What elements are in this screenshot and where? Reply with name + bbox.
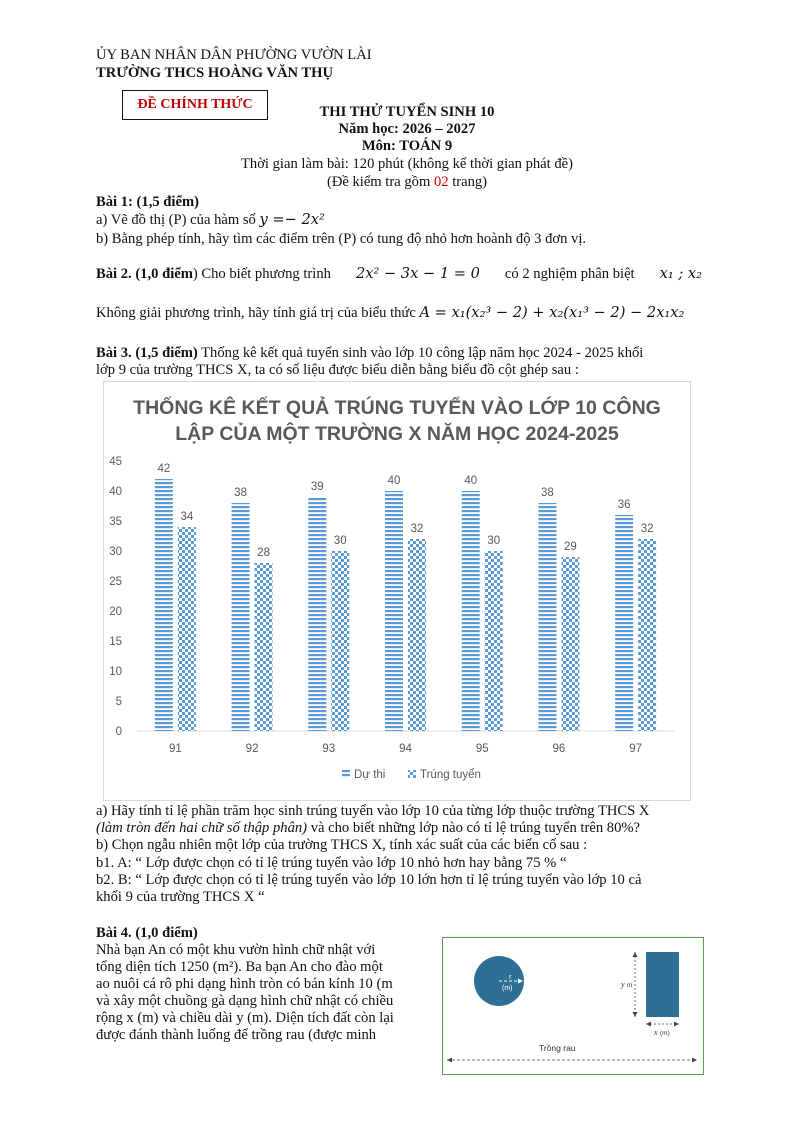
bar-trung-tuyen bbox=[255, 563, 273, 731]
subject: Môn: TOÁN 9 bbox=[361, 138, 453, 154]
bai2-line2 bbox=[96, 305, 684, 321]
data-label-du-thi: 38 bbox=[234, 487, 247, 499]
bai4-line-5: rộng x (m) và chiều dài y (m). Diện tích đất còn lại bbox=[96, 1010, 394, 1026]
data-label-du-thi: 38 bbox=[541, 487, 554, 499]
data-label-trung-tuyen: 34 bbox=[180, 511, 194, 523]
bai1-a bbox=[96, 212, 325, 228]
y-arrow-down-icon bbox=[633, 1012, 638, 1017]
chart-plot bbox=[104, 382, 690, 800]
official-badge-label: ĐỀ CHÍNH THỨC bbox=[137, 97, 253, 112]
bar-du-thi bbox=[462, 491, 480, 731]
bai4-line-3: ao nuôi cá rô phi dạng hình tròn có bán kính 10 (m bbox=[96, 976, 393, 992]
pages-note-before: (Đề kiểm tra gồm bbox=[326, 174, 434, 190]
bar-trung-tuyen bbox=[638, 539, 656, 731]
exam-title: THI THỬ TUYỂN SINH 10 bbox=[319, 104, 495, 120]
x-tick-label: 91 bbox=[168, 743, 182, 755]
bai2-line1 bbox=[96, 266, 702, 282]
bai3-qb1: b1. A: “ Lớp được chọn có tỉ lệ trúng tuyển vào lớp 10 nhỏ hơn hay bằng 75 % “ bbox=[96, 855, 567, 871]
data-label-trung-tuyen: 30 bbox=[333, 535, 347, 547]
data-label-trung-tuyen: 28 bbox=[257, 547, 270, 559]
y-tick-label: 25 bbox=[109, 576, 122, 588]
bar-trung-tuyen bbox=[485, 551, 503, 731]
x-tick-label: 95 bbox=[475, 743, 489, 755]
legend-label-du-thi: Dự thi bbox=[354, 769, 386, 781]
garden-arrow-left-icon bbox=[447, 1058, 452, 1063]
bai3-intro-line1: Thống kê kết quả tuyển sinh vào lớp 10 công lập năm học 2024 - 2025 khối bbox=[197, 345, 644, 361]
y-tick-label: 20 bbox=[109, 606, 122, 618]
data-label-du-thi: 42 bbox=[157, 463, 171, 475]
bar-trung-tuyen bbox=[178, 527, 196, 731]
x-tick-label: 94 bbox=[399, 743, 412, 755]
bai4-line-1: Nhà bạn An có một khu vườn hình chữ nhật với bbox=[96, 942, 376, 958]
org-line-1: ỦY BAN NHÂN DÂN PHƯỜNG VƯỜN LÀI bbox=[96, 47, 372, 63]
bai2-line2-text: Không giải phương trình, hãy tính giá trị của biểu thức bbox=[96, 305, 420, 321]
radius-unit: (m) bbox=[502, 985, 513, 992]
y-label: y bbox=[621, 980, 625, 989]
bar-du-thi bbox=[615, 515, 633, 731]
bai3-intro-1 bbox=[96, 345, 643, 361]
y-tick-label: 30 bbox=[109, 546, 122, 558]
bar-du-thi bbox=[538, 503, 556, 731]
bai3-qa-line2 bbox=[96, 820, 640, 836]
y-tick-label: 45 bbox=[109, 456, 122, 468]
bar-du-thi bbox=[232, 503, 250, 731]
time-note: Thời gian làm bài: 120 phút (không kể thời gian phát đề) bbox=[241, 156, 573, 172]
data-label-du-thi: 39 bbox=[310, 481, 324, 493]
y-tick-label: 5 bbox=[115, 696, 122, 708]
bai2-title: Bài 2. (1,0 điểm bbox=[96, 266, 193, 282]
y-tick-label: 0 bbox=[115, 726, 122, 738]
pages-count: 02 bbox=[433, 174, 449, 190]
y-arrow-up-icon bbox=[633, 952, 638, 957]
bai1-a-math: y =− 2x² bbox=[259, 211, 325, 228]
bai4-line-4: và xây một chuồng gà dạng hình chữ nhật có chiều bbox=[96, 993, 394, 1009]
radius-label: r bbox=[509, 972, 512, 981]
bar-du-thi bbox=[385, 491, 403, 731]
x-unit: (m) bbox=[660, 1030, 670, 1037]
data-label-du-thi: 36 bbox=[617, 499, 631, 511]
bai3-qa-italic: (làm tròn đến hai chữ số thập phân) bbox=[96, 820, 308, 836]
y-tick-label: 40 bbox=[109, 486, 122, 498]
bai3-qa-rest: và cho biết những lớp nào có tỉ lệ trúng tuyển trên 80%? bbox=[307, 820, 641, 836]
bai2-expression: A = x₁(x₂³ − 2) + x₂(x₁³ − 2) − 2x₁x₂ bbox=[419, 304, 685, 321]
y-tick-label: 10 bbox=[109, 666, 122, 678]
garden-figure bbox=[442, 937, 704, 1075]
y-unit: m bbox=[627, 982, 633, 989]
bai2-equation: 2x² − 3x − 1 = 0 bbox=[355, 265, 480, 282]
bai3-qb2-line2: khối 9 của trường THCS X “ bbox=[96, 889, 265, 905]
pages-note bbox=[10, 174, 794, 190]
x-label: x bbox=[654, 1028, 658, 1037]
chicken-coop-rect bbox=[646, 952, 679, 1017]
bai3-qb2-line1: b2. B: “ Lớp được chọn có tỉ lệ trúng tuyển vào lớp 10 lớn hơn tỉ lệ trúng tuyển vào lớp 10 cả bbox=[96, 872, 642, 888]
org-line-2: TRƯỜNG THCS HOÀNG VĂN THỤ bbox=[96, 65, 334, 81]
bai3-qa-line1: a) Hãy tính tỉ lệ phần trăm học sinh trúng tuyển vào lớp 10 của từng lớp thuộc trường THCS X bbox=[96, 803, 650, 819]
garden-figure-svg bbox=[443, 938, 702, 1073]
data-label-trung-tuyen: 32 bbox=[410, 523, 424, 535]
garden-label: Trồng rau bbox=[539, 1043, 576, 1053]
data-label-trung-tuyen: 30 bbox=[487, 535, 501, 547]
bai3-intro-2: lớp 9 của trường THCS X, ta có số liệu được biểu diễn bằng biểu đồ cột ghép sau : bbox=[96, 362, 579, 378]
x-tick-label: 97 bbox=[629, 743, 643, 755]
bar-trung-tuyen bbox=[408, 539, 426, 731]
bai4-title: Bài 4. (1,0 điểm) bbox=[96, 925, 198, 941]
x-arrow-right-icon bbox=[674, 1022, 679, 1027]
legend-swatch-trung-tuyen bbox=[408, 770, 416, 778]
bar-du-thi bbox=[308, 497, 326, 731]
bai4-line-6: được đánh thành luống để trồng rau (được minh bbox=[96, 1027, 377, 1043]
data-label-du-thi: 40 bbox=[464, 475, 478, 487]
legend-label-trung-tuyen: Trúng tuyển bbox=[420, 769, 481, 781]
bar-trung-tuyen bbox=[561, 557, 579, 731]
bai4-line-2: tổng diện tích 1250 (m²). Ba bạn An cho đào một bbox=[96, 959, 383, 975]
bai2-text2: có 2 nghiệm phân biệt bbox=[504, 266, 635, 282]
bai1-title: Bài 1: (1,5 điểm) bbox=[96, 194, 199, 210]
x-tick-label: 96 bbox=[552, 743, 566, 755]
y-tick-label: 35 bbox=[109, 516, 122, 528]
school-year: Năm học: 2026 – 2027 bbox=[338, 121, 476, 137]
x-tick-label: 93 bbox=[322, 743, 336, 755]
bai3-qb: b) Chọn ngẫu nhiên một lớp của trường THCS X, tính xác suất của các biến cố sau : bbox=[96, 837, 588, 853]
chart-title-line-1: THỐNG KÊ KẾT QUẢ TRÚNG TUYỂN VÀO LỚP 10 CÔNG bbox=[133, 397, 661, 419]
bai2-text1: ) Cho biết phương trình bbox=[192, 266, 331, 282]
bar-du-thi bbox=[155, 479, 173, 731]
chart-title-line-2: LẬP CỦA MỘT TRƯỜNG X NĂM HỌC 2024-2025 bbox=[175, 423, 619, 445]
bai1-b: b) Bằng phép tính, hãy tìm các điểm trên (P) có tung độ nhỏ hơn hoành độ 3 đơn vị. bbox=[96, 231, 587, 247]
data-label-trung-tuyen: 29 bbox=[564, 541, 577, 553]
data-label-trung-tuyen: 32 bbox=[640, 523, 654, 535]
legend-swatch-du-thi bbox=[342, 770, 350, 778]
bai3-title: Bài 3. (1,5 điểm) bbox=[96, 345, 198, 361]
x-tick-label: 92 bbox=[245, 743, 259, 755]
x-arrow-left-icon bbox=[646, 1022, 651, 1027]
y-tick-label: 15 bbox=[109, 636, 122, 648]
bai2-roots: x₁ ; x₂ bbox=[659, 265, 702, 282]
garden-arrow-right-icon bbox=[692, 1058, 697, 1063]
pages-note-after: trang) bbox=[448, 174, 488, 190]
data-label-du-thi: 40 bbox=[387, 475, 401, 487]
bar-chart bbox=[103, 381, 691, 801]
bar-trung-tuyen bbox=[331, 551, 349, 731]
bai1-a-text: a) Vẽ đồ thị (P) của hàm số bbox=[96, 212, 260, 228]
